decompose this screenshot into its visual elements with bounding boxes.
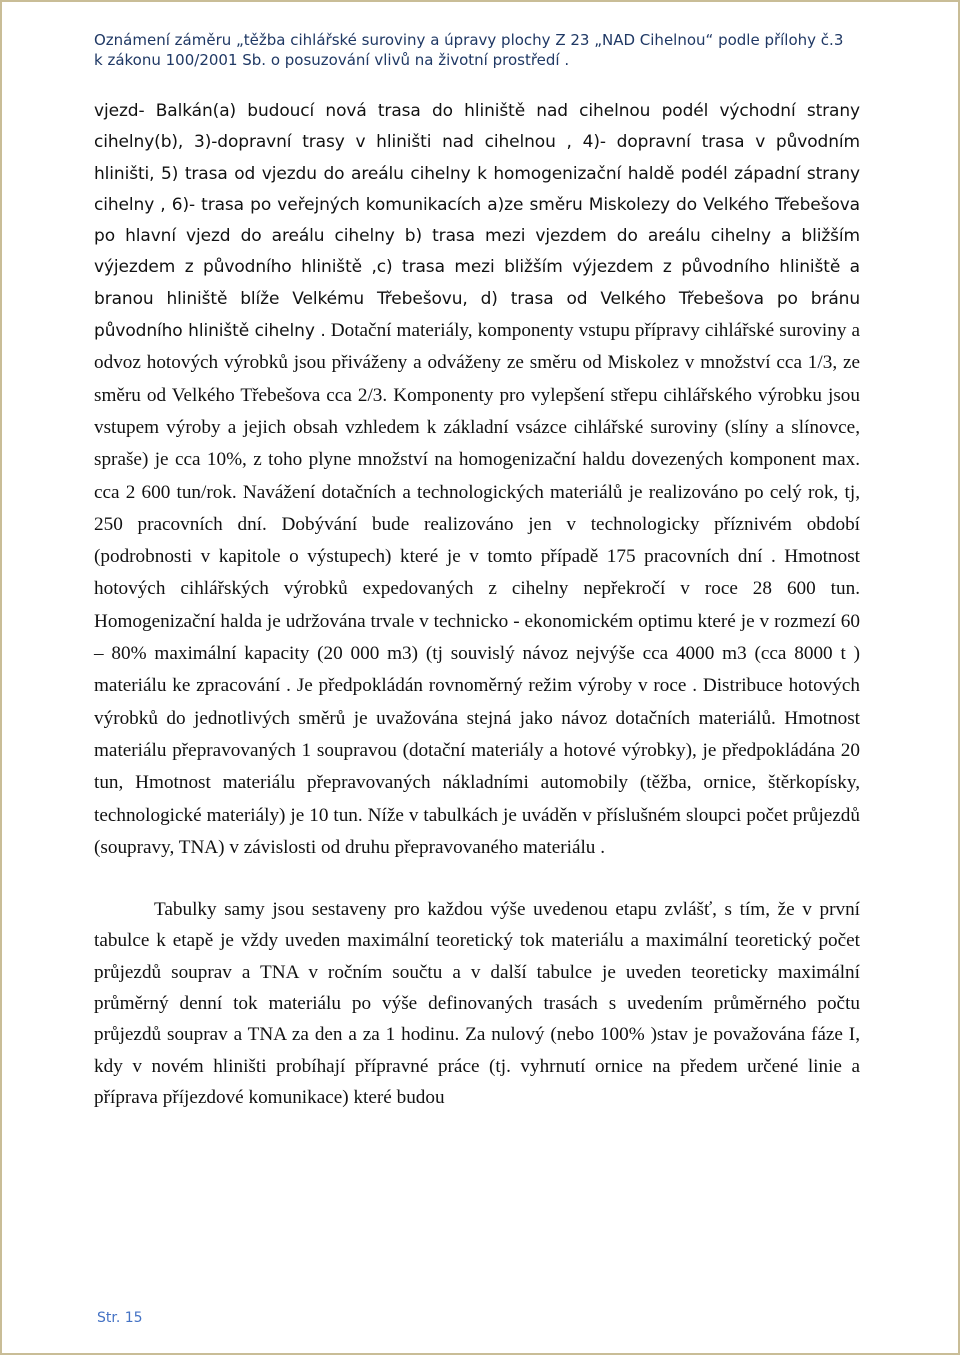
page-header (94, 30, 874, 70)
header-line-2: k zákonu 100/2001 Sb. o posuzování vlivů na životní prostředí . (94, 51, 570, 69)
page-number: Str. 15 (97, 1310, 143, 1326)
paragraph-2: Tabulky samy jsou sestaveny pro každou výše uvedenou etapu zvlášť, s tím, že v první tabulce k etapě je vždy uveden maximální teoretický tok materiálu a maximální teoretický počet průjezdů souprav a TNA v ročním součtu a v další tabulce je uveden teoreticky maximální průměrný denní tok materiálu po výše definovaných trasách s uvedením průměrného počtu průjezdů souprav a TNA za den a za 1 hodinu. Za nulový (nebo 100% )stav je považována fáze I, kdy v novém hliništi probíhají přípravné práce (tj. vyhrnutí ornice na předem určené linie a příprava příjezdové komunikace) které budou (94, 899, 860, 1108)
paragraph-1-materials: Dotační materiály, komponenty vstupu přípravy cihlářské suroviny a odvoz hotových výrobků jsou přiváženy a odváženy ze směru od Miskolez v množství cca 1/3, ze směru od Velkého Třebešova cca 2/3. Komponenty pro vylepšení střepu cihlářského výrobku jsou vstupem výroby a jejich obsah vzhledem k základní vsázce cihlářské suroviny (slíny a slínovce, spraše) je cca 10%, z toho plyne množství na homogenizační haldu dovezených komponent max. cca 2 600 tun/rok. Navážení dotačních a technologických materiálů je realizováno po celý rok, tj, 250 pracovních dní. Dobývání bude realizováno jen v technologicky příznivém období (podrobnosti v kapitole o výstupech) které je v tomto případě 175 pracovních dní . Hmotnost hotových cihlářských výrobků expedovaných z cihelny nepřekročí v roce 28 600 tun. Homogenizační halda je udržována trvale v technicko - ekonomickém optimu které je v rozmezí 60 – 80% maximální kapacity (20 000 m3) (tj souvislý návoz nejvýše cca 4000 m3 (cca 8000 t ) materiálu ke zpracování . Je předpokládán rovnoměrný režim výroby v roce . Distribuce hotových výrobků do jednotlivých směrů je uvažována stejná jako návoz dotačních materiálů. Hmotnost materiálu přepravovaných 1 soupravou (dotační materiály a hotové výrobky), je předpokládána 20 tun, Hmotnost materiálu přepravovaných nákladními automobily (těžba, ornice, štěrkopísky, technologické materiály) je 10 tun. Níže v tabulkách je uváděn v příslušném sloupci počet průjezdů (soupravy, TNA) v závislosti od druhu přepravovaného materiálu . (94, 320, 860, 858)
paragraph-1 (94, 96, 860, 864)
paragraph-1-routes: vjezd- Balkán(a) budoucí nová trasa do hliniště nad cihelnou podél východní strany cihelny(b), 3)-dopravní trasy v hliništi nad cihelnou , 4)- dopravní trasa v původním hliništi, 5) trasa od vjezdu do areálu cihelny k homogenizační haldě podél západní strany cihelny , 6)- trasa po veřejných komunikacích a)ze směru Miskolezy do Velkého Třebešova po hlavní vjezd do areálu cihelny b) trasa mezi vjezdem do areálu cihelny a bližším výjezdem z původního hliniště ,c) trasa mezi bližším výjezdem z původního hliniště a branou hliniště blíže Velkému Třebešovu, d) trasa od Velkého Třebešova po bránu původního hliniště cihelny . (94, 101, 860, 342)
header-line-1: Oznámení záměru „těžba cihlářské suroviny a úpravy plochy Z 23 „NAD Cihelnou“ podle přílohy č.3 (94, 31, 844, 49)
document-body (94, 96, 860, 1113)
